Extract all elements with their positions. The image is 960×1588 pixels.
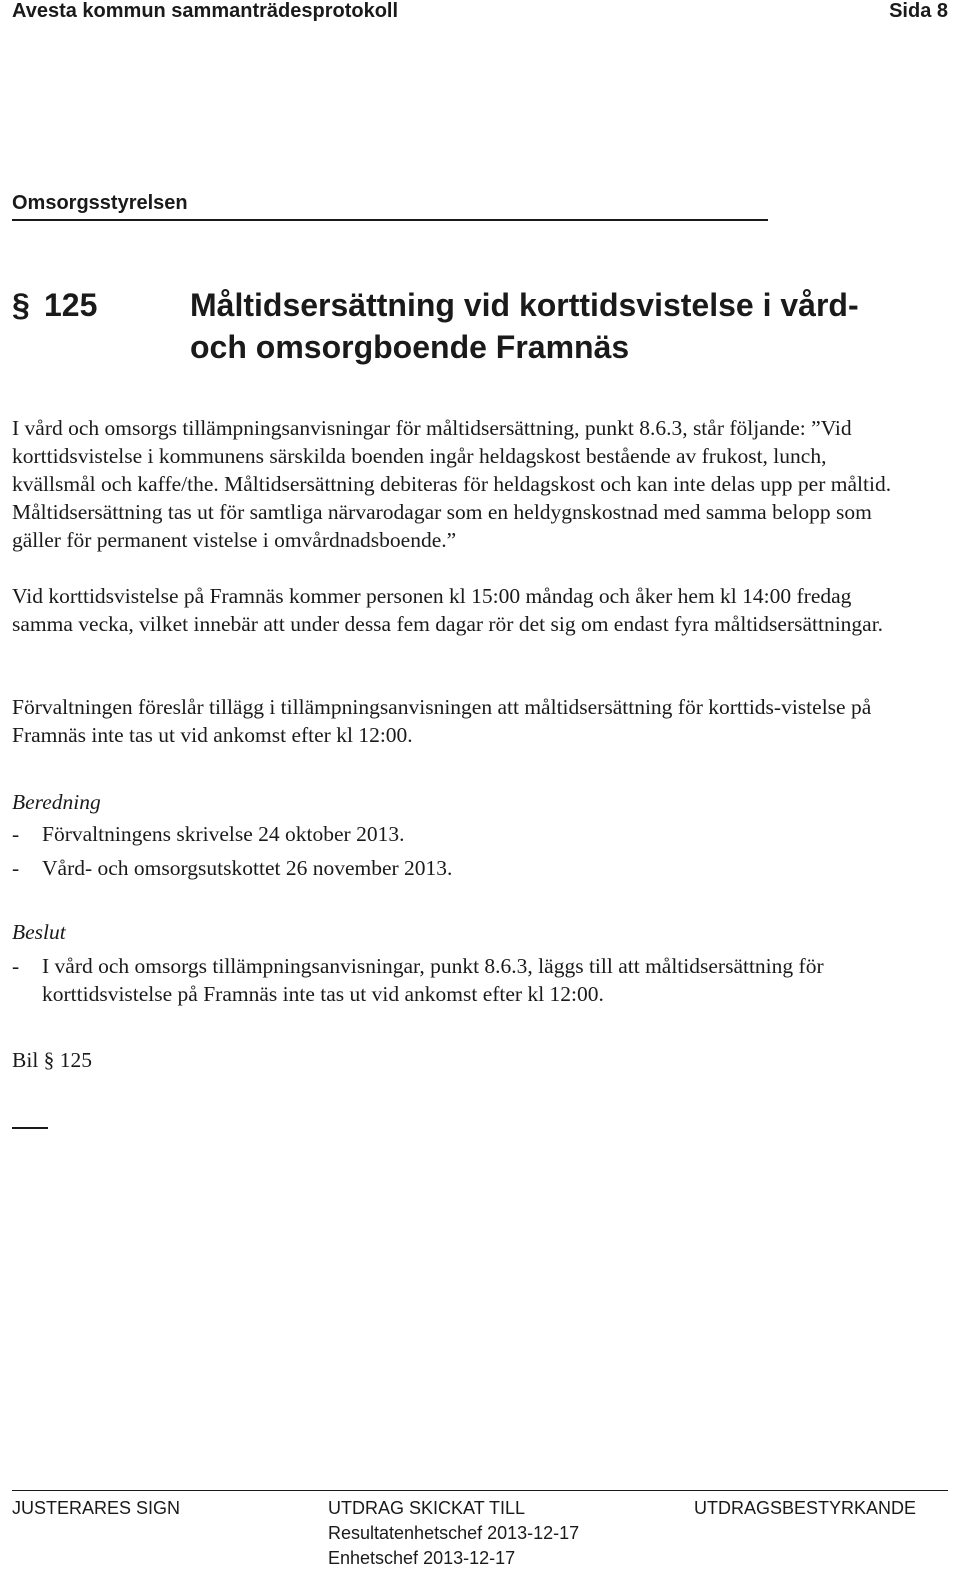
paragraph-quote: I vård och omsorgs tillämpningsanvisningar för måltidsersättning, punkt 8.6.3, står följande: ”Vid korttidsvistelse i kommunens särskilda boenden ingår heldagskost bestående av frukost, lunch, kvällsmål och kaffe/the. Måltidsersättning debiteras för heldagskost och kan inte delas upp per måltid. Måltidsersättning tas ut för samtliga närvarodagar som en heldygnskostnad med samma belopp som gäller för permanent vistelse i omvårdnadsboende.” — [12, 416, 892, 552]
section-number: 125 — [44, 287, 98, 323]
section-title-line2: och omsorgboende Framnäs — [190, 329, 630, 365]
end-divider — [12, 1127, 48, 1129]
footer-distribution-line1: Resultatenhetschef 2013-12-17 — [328, 1523, 580, 1543]
attachment-label: Bil — [12, 1048, 39, 1072]
footer-divider — [12, 1490, 948, 1491]
beredning-heading: Beredning — [12, 790, 101, 814]
list-dash: - — [12, 822, 20, 846]
list-dash: - — [12, 954, 20, 978]
list-item-text: Förvaltningens skrivelse 24 oktober 2013. — [42, 822, 405, 846]
board-divider — [12, 219, 768, 221]
footer-certification-label: UTDRAGSBESTYRKANDE — [694, 1498, 917, 1518]
attachment-symbol: § — [43, 1048, 55, 1072]
attachment-reference — [12, 1046, 92, 1074]
paragraph-schedule: Vid korttidsvistelse på Framnäs kommer personen kl 15:00 måndag och åker hem kl 14:00 fredag samma vecka, vilket innebär att under dessa fem dagar rör det sig om endast fyra måltidsersättningar. — [12, 584, 884, 636]
beslut-heading: Beslut — [12, 920, 66, 944]
footer-signature-label: JUSTERARES SIGN — [12, 1498, 181, 1518]
paragraph-proposal: Förvaltningen föreslår tillägg i tillämpningsanvisningen att måltidsersättning för korttids-vistelse på Framnäs inte tas ut vid ankomst efter kl 12:00. — [12, 695, 872, 747]
document-title: Avesta kommun sammanträdesprotokoll — [12, 0, 399, 22]
board-name: Omsorgsstyrelsen — [12, 192, 188, 214]
list-item-text: I vård och omsorgs tillämpningsanvisningar, punkt 8.6.3, läggs till att måltidsersättning för korttidsvistelse på Framnäs inte tas ut vid ankomst efter kl 12:00. — [42, 954, 824, 1006]
footer-distribution-line2: Enhetschef 2013-12-17 — [328, 1548, 516, 1568]
list-dash: - — [12, 856, 20, 880]
page-number: Sida 8 — [889, 0, 948, 22]
list-item-text: Vård- och omsorgsutskottet 26 november 2013. — [42, 856, 453, 880]
section-title-line1: Måltidsersättning vid korttidsvistelse i vård- — [190, 287, 859, 323]
footer-distribution-title: UTDRAG SKICKAT TILL — [328, 1498, 526, 1518]
section-symbol: § — [12, 287, 30, 323]
footer-distribution — [328, 1496, 579, 1571]
attachment-number: 125 — [59, 1048, 93, 1072]
section-title — [190, 284, 890, 368]
